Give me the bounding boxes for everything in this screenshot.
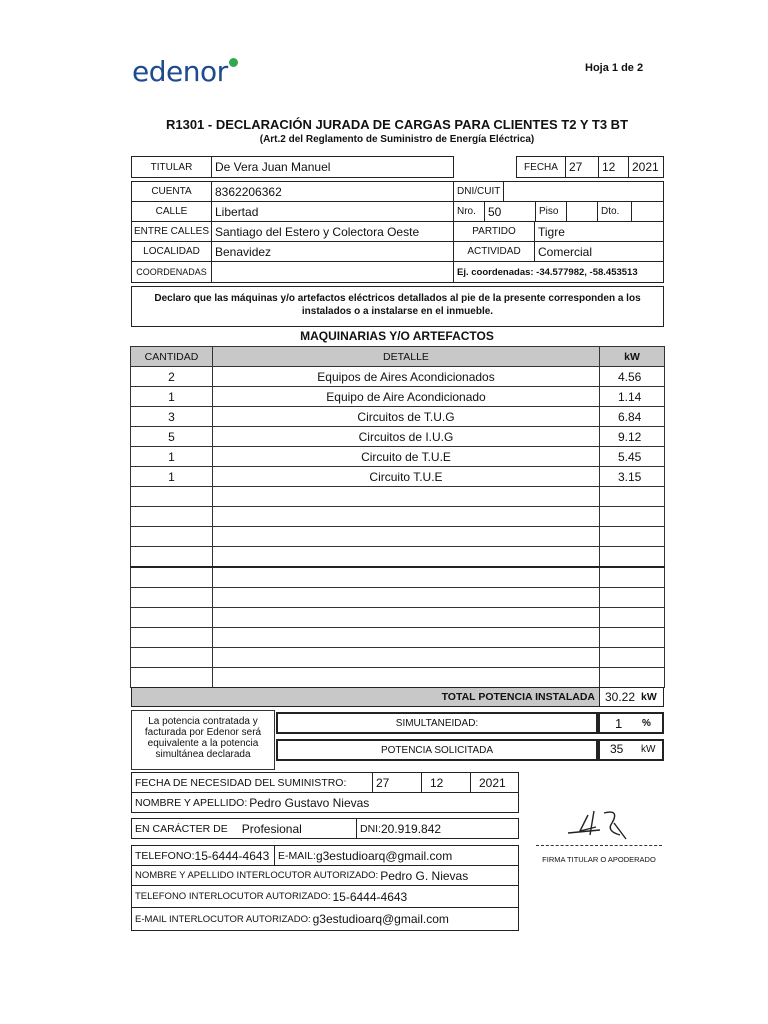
cantidad-cell[interactable] [131, 547, 213, 568]
detalle-cell[interactable] [213, 668, 600, 688]
nombre-label: NOMBRE Y APELLIDO: [135, 796, 248, 809]
cantidad-cell[interactable] [131, 628, 213, 648]
kw-cell[interactable] [600, 547, 665, 568]
cantidad-cell[interactable] [131, 608, 213, 628]
table-row [131, 367, 665, 387]
dni-row [356, 818, 519, 839]
dto-value[interactable] [631, 201, 664, 222]
entre-calles-label: ENTRE CALLES [131, 221, 212, 242]
calle-label: CALLE [131, 201, 212, 222]
table-row [131, 387, 665, 407]
calle-value[interactable]: Libertad [211, 201, 454, 222]
kw-cell[interactable] [600, 588, 665, 608]
table-row [131, 588, 665, 608]
interlocutor-email-value[interactable]: g3estudioarq@gmail.com [312, 912, 449, 926]
cantidad-cell[interactable]: 1 [131, 387, 213, 407]
coordenadas-value[interactable] [211, 261, 454, 283]
detalle-cell[interactable]: Equipo de Aire Acondicionado [213, 387, 600, 407]
kw-cell[interactable] [600, 567, 665, 588]
detalle-cell[interactable] [213, 487, 600, 507]
cuenta-label: CUENTA [131, 181, 212, 202]
potencia-solicitada-value[interactable]: 35 [610, 742, 624, 756]
table-row [131, 467, 665, 487]
kw-cell[interactable] [600, 628, 665, 648]
piso-label: Piso [535, 201, 567, 222]
interlocutor-email-row [131, 907, 519, 931]
telefono-label: TELEFONO: [135, 849, 195, 862]
edenor-logo [132, 55, 228, 88]
caracter-value[interactable]: Profesional [241, 821, 302, 836]
detalle-cell[interactable] [213, 547, 600, 568]
fecha-necesidad-day[interactable]: 27 [372, 772, 422, 793]
total-unit: kW [641, 691, 657, 703]
detalle-cell[interactable] [213, 608, 600, 628]
kw-cell[interactable]: 4.56 [600, 367, 665, 387]
nombre-value[interactable]: Pedro Gustavo Nievas [249, 795, 370, 810]
kw-cell[interactable] [600, 507, 665, 527]
detalle-cell[interactable]: Equipos de Aires Acondicionados [213, 367, 600, 387]
caracter-row [131, 818, 357, 839]
form-title: R1301 - DECLARACIÓN JURADA DE CARGAS PARA CLIENTES T2 Y T3 BT [165, 117, 629, 132]
nro-label: Nro. [453, 201, 485, 222]
interlocutor-nombre-row [131, 865, 519, 886]
kw-cell[interactable] [600, 608, 665, 628]
simultaneidad-cell [598, 712, 664, 734]
email-row [274, 845, 519, 866]
cantidad-cell[interactable]: 1 [131, 447, 213, 467]
fecha-year[interactable]: 2021 [628, 156, 664, 178]
kw-cell[interactable]: 5.45 [600, 447, 665, 467]
kw-cell[interactable]: 3.15 [600, 467, 665, 487]
potencia-solicitada-cell [598, 739, 664, 761]
cantidad-cell[interactable] [131, 507, 213, 527]
email-value[interactable]: g3estudioarq@gmail.com [315, 848, 453, 863]
detalle-cell[interactable] [213, 648, 600, 668]
machines-table [130, 346, 665, 688]
table-header-row [131, 347, 665, 367]
table-row [131, 527, 665, 547]
titular-value[interactable]: De Vera Juan Manuel [211, 156, 454, 178]
logo-text: edenor [132, 55, 228, 88]
table-row [131, 668, 665, 688]
localidad-value[interactable]: Benavidez [211, 241, 454, 262]
detalle-cell[interactable] [213, 507, 600, 527]
kw-cell[interactable]: 6.84 [600, 407, 665, 427]
cantidad-cell[interactable] [131, 588, 213, 608]
nro-value[interactable]: 50 [484, 201, 536, 222]
fecha-necesidad-year[interactable]: 2021 [470, 772, 519, 793]
kw-cell[interactable] [600, 648, 665, 668]
detalle-cell[interactable]: Circuitos de T.U.G [213, 407, 600, 427]
coordenadas-example: Ej. coordenadas: -34.577982, -58.453513 [453, 261, 664, 283]
detalle-cell[interactable] [213, 628, 600, 648]
kw-cell[interactable]: 9.12 [600, 427, 665, 447]
table-row [131, 407, 665, 427]
interlocutor-telefono-label: TELEFONO INTERLOCUTOR AUTORIZADO: [135, 891, 331, 902]
dto-label: Dto. [597, 201, 632, 222]
cantidad-cell[interactable] [131, 567, 213, 588]
email-label: E-MAIL: [278, 849, 316, 862]
fecha-day[interactable]: 27 [565, 156, 599, 178]
form-subtitle: (Art.2 del Reglamento de Suministro de Energía Eléctrica) [259, 134, 535, 145]
fecha-label: FECHA [516, 156, 566, 178]
simultaneidad-label: SIMULTANEIDAD: [276, 712, 598, 734]
fecha-necesidad-label: FECHA DE NECESIDAD DEL SUMINISTRO: [131, 772, 373, 793]
total-cell [599, 687, 664, 707]
table-row [131, 567, 665, 588]
detalle-cell[interactable]: Circuito de T.U.E [213, 447, 600, 467]
col-header-detalle: DETALLE [213, 347, 600, 367]
partido-label: PARTIDO [453, 221, 535, 242]
detalle-cell[interactable] [213, 527, 600, 547]
table-row [131, 487, 665, 507]
kw-cell[interactable] [600, 487, 665, 507]
detalle-cell[interactable]: Circuitos de I.U.G [213, 427, 600, 447]
nombre-row [131, 792, 519, 813]
dni-cuit-label: DNI/CUIT [453, 181, 504, 202]
total-label: TOTAL POTENCIA INSTALADA [131, 687, 600, 707]
caracter-label: EN CARÁCTER DE [135, 822, 228, 835]
simultaneidad-value[interactable]: 1 [615, 716, 623, 731]
cantidad-cell[interactable] [131, 527, 213, 547]
telefono-value[interactable]: 15-6444-4643 [194, 848, 270, 863]
cantidad-cell[interactable]: 5 [131, 427, 213, 447]
declaration-text: Declaro que las máquinas y/o artefactos eléctricos detallados al pie de la presente corresponden a los instalados o a instalarse en el inmueble. [131, 286, 664, 327]
power-note: La potencia contratada y facturada por Edenor será equivalente a la potencia simultánea declarada [131, 710, 275, 770]
coordenadas-label: COORDENADAS [131, 261, 212, 283]
entre-calles-value[interactable]: Santiago del Estero y Colectora Oeste [211, 221, 454, 242]
total-value: 30.22 [605, 690, 636, 704]
titular-label: TITULAR [131, 156, 212, 178]
actividad-value[interactable]: Comercial [534, 241, 664, 262]
cuenta-value[interactable]: 8362206362 [211, 181, 454, 202]
table-row [131, 547, 665, 568]
col-header-kw: kW [600, 347, 665, 367]
simultaneidad-unit: % [642, 718, 651, 729]
machines-section-title: MAQUINARIAS Y/O ARTEFACTOS [300, 329, 494, 343]
sheet-number: Hoja 1 de 2 [585, 62, 644, 74]
interlocutor-nombre-value[interactable]: Pedro G. Nievas [380, 868, 469, 883]
detalle-cell[interactable] [213, 567, 600, 588]
partido-value[interactable]: Tigre [534, 221, 664, 242]
fecha-month[interactable]: 12 [598, 156, 629, 178]
interlocutor-nombre-label: NOMBRE Y APELLIDO INTERLOCUTOR AUTORIZADO: [135, 870, 379, 881]
table-row [131, 648, 665, 668]
table-row [131, 628, 665, 648]
cantidad-cell[interactable]: 1 [131, 467, 213, 487]
kw-cell[interactable] [600, 668, 665, 688]
detalle-cell[interactable]: Circuito T.U.E [213, 467, 600, 487]
dni-label: DNI: [360, 822, 381, 835]
col-header-cantidad: CANTIDAD [131, 347, 213, 367]
kw-cell[interactable]: 1.14 [600, 387, 665, 407]
table-row [131, 507, 665, 527]
interlocutor-telefono-row [131, 885, 519, 908]
localidad-label: LOCALIDAD [131, 241, 212, 262]
piso-value[interactable] [566, 201, 598, 222]
table-row [131, 427, 665, 447]
cantidad-cell[interactable]: 3 [131, 407, 213, 427]
cantidad-cell[interactable] [131, 668, 213, 688]
interlocutor-telefono-value[interactable]: 15-6444-4643 [332, 889, 408, 904]
kw-cell[interactable] [600, 527, 665, 547]
cantidad-cell[interactable] [131, 487, 213, 507]
actividad-label: ACTIVIDAD [453, 241, 535, 262]
signature-mark [560, 805, 640, 845]
telefono-row [131, 845, 275, 866]
cantidad-cell[interactable]: 2 [131, 367, 213, 387]
dni-cuit-value[interactable] [503, 181, 664, 202]
signature-label: FIRMA TITULAR O APODERADO [542, 855, 656, 864]
interlocutor-email-label: E-MAIL INTERLOCUTOR AUTORIZADO: [135, 913, 311, 925]
table-row [131, 447, 665, 467]
logo-dot-icon [229, 58, 238, 67]
table-row [131, 608, 665, 628]
fecha-necesidad-month[interactable]: 12 [421, 772, 471, 793]
potencia-solicitada-label: POTENCIA SOLICITADA [276, 739, 598, 761]
potencia-solicitada-unit: kW [641, 744, 656, 755]
dni-value[interactable]: 20.919.842 [381, 821, 442, 836]
detalle-cell[interactable] [213, 588, 600, 608]
signature-line [536, 845, 662, 846]
cantidad-cell[interactable] [131, 648, 213, 668]
